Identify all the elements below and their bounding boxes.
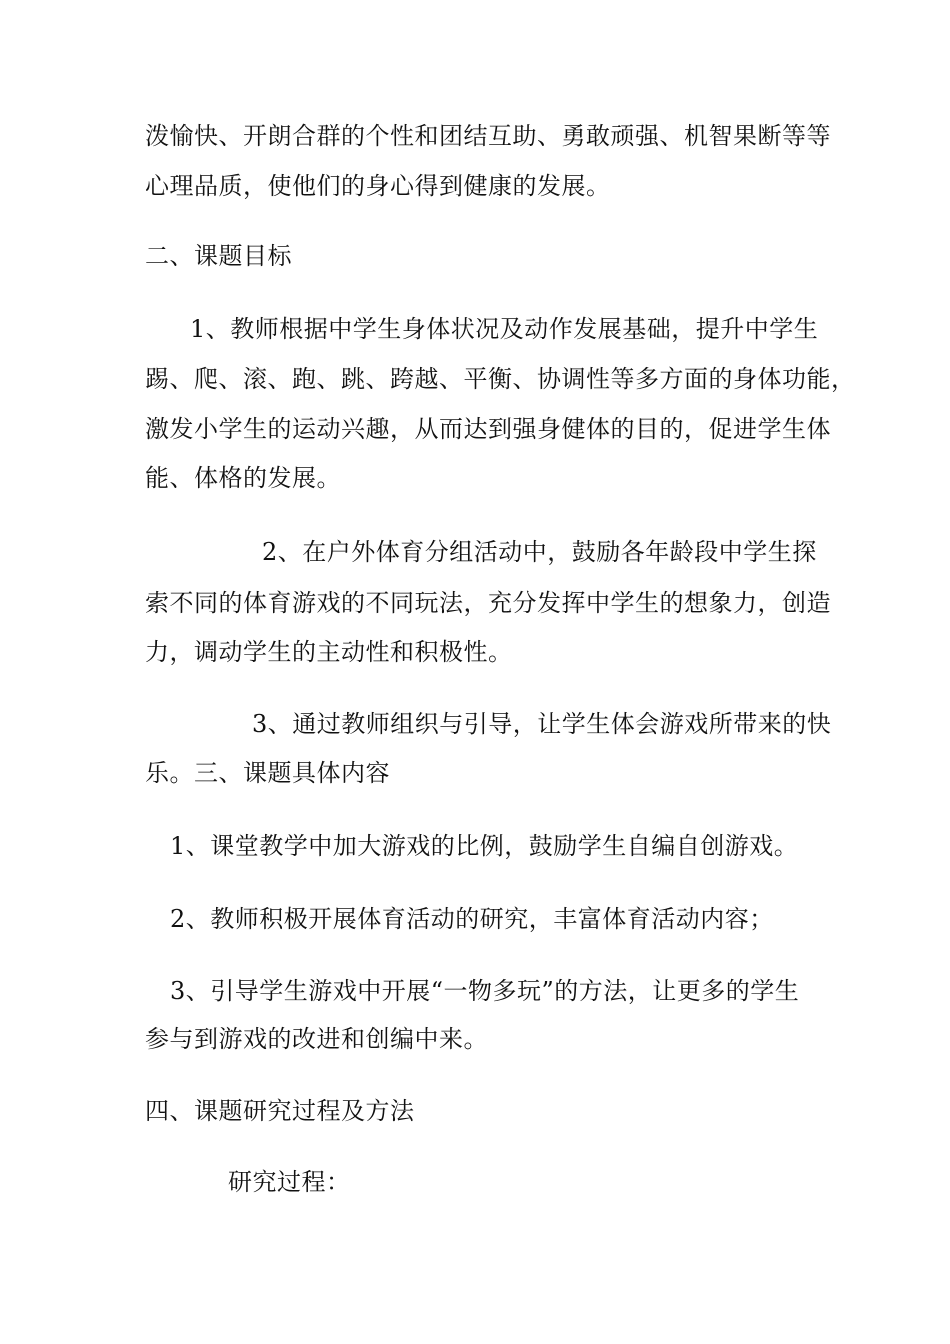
section-heading-goals: 二、课题目标 [145, 242, 292, 270]
goal-1-line: 踢、爬、滚、跑、跳、跨越、平衡、协调性等多方面的身体功能， [145, 365, 856, 393]
goal-2-line: 2、在户外体育分组活动中，鼓励各年龄段中学生探 [262, 538, 817, 566]
paragraph-line: 心理品质，使他们的身心得到健康的发展。 [145, 172, 611, 200]
content-item-2: 2、教师积极开展体育活动的研究，丰富体育活动内容； [170, 905, 774, 933]
goal-2-line: 力，调动学生的主动性和积极性。 [145, 638, 513, 666]
goal-2-line: 索不同的体育游戏的不同玩法，充分发挥中学生的想象力，创造 [145, 589, 831, 617]
goal-1-line: 1、教师根据中学生身体状况及动作发展基础，提升中学生 [190, 315, 819, 343]
research-process-label: 研究过程： [228, 1168, 351, 1196]
content-item-3: 3、引导学生游戏中开展“一物多玩”的方法，让更多的学生 [170, 977, 800, 1005]
goal-3-line: 3、通过教师组织与引导，让学生体会游戏所带来的快 [252, 710, 832, 738]
section-heading-process: 四、课题研究过程及方法 [145, 1097, 415, 1125]
content-item-3-continued: 参与到游戏的改进和创编中来。 [145, 1025, 488, 1053]
goal-1-line: 能、体格的发展。 [145, 464, 341, 492]
content-item-1: 1、课堂教学中加大游戏的比例，鼓励学生自编自创游戏。 [170, 832, 799, 860]
section-heading-content: 乐。三、课题具体内容 [145, 759, 390, 787]
paragraph-line: 泼愉快、开朗合群的个性和团结互助、勇敢顽强、机智果断等等 [145, 122, 831, 150]
goal-1-line: 激发小学生的运动兴趣，从而达到强身健体的目的，促进学生体 [145, 415, 831, 443]
